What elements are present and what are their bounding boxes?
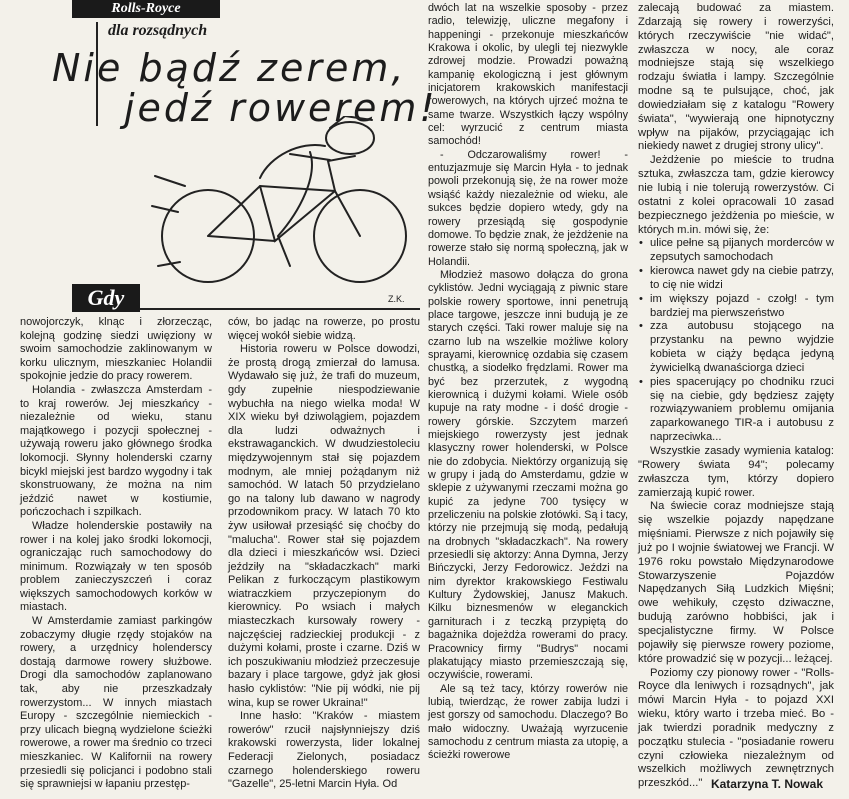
paragraph: Młodzież masowo dołącza do grona cyklistów. Jedni wyciągają z piwnic stare polskie rowery sportowe, inni penetrują place targowe, jeszcze inni budują je ze starych części. Taki rower maluje się na czarno lub na wszelkie możliwe kolory sprayami, kierownicę ozdabia się czasem chustką, a siodełko frędzlami. Rower ma być bez przerzutek, z wygodną kierownicą i dużymi kołami. Wiele osób kupuje na raty modne - i dość drogie - rowery górskie. Szczytem marzeń miejskiego rowerzysty jest jednak klasyczny rower holenderski, w Polsce nie do zdobycia. Niektórzy organizują się w grupy i jadą do Amsterdamu, gdzie w sklepie z używanymi rzeczami można go kupić za jedyne 700 tysięcy w przeliczeniu na polskie złotówki. Są i tacy, którzy nie przejmują się modą, pedałują na drobnych "składaczkach". Na rowery przesiedli się aktorzy: Anna Dymna, Jerzy Bińczycki, Jerzy Fedorowicz. Jeździ na nim dyrektor krakowskiego Festiwalu Kultury Żydowskiej, Janusz Makuch. Kilku biznesmenów w eleganckich garniturach i z teczką przypiętą do bagażnika dojeżdża rowerami do pracy. Pracownicy firmy "Budrys" nocami plakatujący miasto przemieszczają się, oczywiście, rowerami. [428,268,628,682]
rules-list [638,237,834,445]
kicker-label: Rolls-Royce [72,0,220,18]
cyclist-illustration [150,116,420,311]
paragraph: - Odczarowaliśmy rower! - entuzjazmuje się Marcin Hyła - to jednak powoli przekonują się, że na rower może wsiąść każdy niezależnie od wieku, ale sukces będzie dopiero wtedy, gdy na rowery przesiądą się gospodynie domowe. To będzie znak, że jeżdżenie na rowerze stało się normą społeczną, jak w Holandii. [428,148,628,268]
section-label: Gdy [72,284,140,312]
paragraph: Holandia - zwłaszcza Amsterdam - to kraj rowerów. Jej mieszkańcy - niezależnie od wieku, stanu majątkowego i pozycji społecznej - używają roweru jako głównego środka lokomocji. Słynny holenderski czarny bicykl miejski jest bardzo wygodny i tak skonstruowany, że można na nim jeździć nawet w kostiumie, pończochach i szpilkach. [20,383,212,519]
subtitle: dla rozsądnych [108,22,208,39]
headline-line-1: Nie bądź zerem, [52,46,407,90]
speed-lines [152,176,185,266]
paragraph: Historia roweru w Polsce dowodzi, że prostą drogą zmierzał do lamusa. Wydawało się już, że trafi do muzeum, gdy zupełnie niespodziewanie wybuchła na niego wielka moda! W XIX wieku był dziwolągiem, pojazdem dla ludzi odważnych i ekstrawaganckich. W dwudziestoleciu międzywojennym stał się pojazdem modnym, ale mniej pożądanym niż samochód. W latach 50 przydzielano go na talony lub dawano w nagrody przodownikom pracy. W latach 70 kto żyw usiłował przesiąść się choćby do "malucha". Rower stał się pojazdem dla dzieci i mieszkańców wsi. Dzieci jeździły na "składaczkach" marki Pelikan z furkoczącym plastikowym wiatraczkiem przyczepionym do kierownicy. Po wsiach i małych miasteczkach kursowały rowery - najczęściej radzieckiej produkcji - z dużymi kołami, proste i czarne. Dziś w ich poszukiwaniu młodzież przeczesuje bazary i place targowe, gdyż jak głosi hasło cyklistów: "Nie pij wódki, nie pij wina, kup se rower Ukraina!" [228,343,420,709]
paragraph: Poziomy czy pionowy rower - "Rolls-Royce dla leniwych i rozsądnych", jak mówi Marcin Hyła - to pojazd XXI wieku, który warto i trzeba mieć. Bo - jak twierdzi poradnik medyczny z początku stulecia - "posiadanie roweru czyni człowieka niezależnym od wszelkich możliwych zewnętrznych przeszkód..." [638,666,834,790]
paragraph: Ale są też tacy, którzy rowerów nie lubią, twierdząc, że rower zabija ludzi i jest gorszy od samochodu. Dlaczego? Bo mało widoczny. Uważają wyrzucenie samochodu z centrum miasta za utopię, a ścieżki rowerowe [428,682,628,762]
list-item: • zza autobusu stojącego na przystanku na pewno wyjdzie kobieta w ciąży będąca jedyną żywicielką dwanaściorga dzieci [650,320,834,375]
illustration-signature: Z.K. [388,294,405,304]
paragraph: zalecają budować za miastem. Zdarzają się rowery i rowerzyści, których rzeczywiście "nie widać", zwłaszcza w nocy, ale coraz modniejsze stają się wszelkiego rodzaju światła i lampy. Szczególnie modne są te pulsujące, choć, jak dowiedziałam się z katalogu "Rowery świata", "wywierają one hipnotyczny wpływ na pijaków, przyciągając ich niekiedy nawet z drugiej strony ulicy". [638,2,834,153]
bike-frame [208,186,360,241]
rider-head [326,122,374,154]
list-item: • kierowca nawet gdy na ciebie patrzy, to cię nie widzi [650,265,834,293]
column-1 [20,316,212,792]
paragraph: Wszystkie zasady wymienia katalog: "Rowery świata 94"; polecamy zwłaszcza tym, którzy dopiero zamierzają kupić rower. [638,445,834,499]
headline-line-2: jedź rowerem! [124,86,438,130]
paragraph: W Amsterdamie zamiast parkingów zobaczymy długie rzędy stojaków na rowery, a urzędnicy holenderscy dostają darmowe rowery służbowe. Drogi dla samochodów zaplanowano tak, aby nie przeszkadzały rowerzystom... W innych miastach Europy - szczególnie niemieckich - przy ulicach biegną wydzielone ścieżki rowerowe, a rower ma średnio co trzeci mieszkaniec. W Kalifornii na rowery przesiedli się policjanci i podobno stali się sprawniejsi w łapaniu przestęp- [20,615,212,791]
list-item: • pies spacerujący po chodniku rzuci się na ciebie, gdy będziesz zajęty rozwiązywaniem problemu omijania zaparkowanego TIR-a i autobusu z naprzeciwka... [650,376,834,445]
list-item: • ulice pełne są pijanych morderców w zepsutych samochodach [650,237,834,265]
paragraph: Władze holenderskie postawiły na rower i na kolej jako środki lokomocji, ograniczając ruch samochodowy do minimum. Rozwiązały w ten sposób problem zanieczyszczeń i coraz większych samochodowych korków w miastach. [20,519,212,614]
list-item: • im większy pojazd - czołg! - tym bardziej ma pierwszeństwo [650,293,834,321]
paragraph: nowojorczyk, klnąc i złorzecząc, kolejną godzinę siedzi uwięziony w swoim samochodzie zaklinowanym w korku ulicznym, mieszkaniec Holandii spokojnie jedzie do pracy rowerem. [20,316,212,383]
rider-body [260,145,330,266]
column-4 [638,2,834,791]
paragraph: ców, bo jadąc na rowerze, po prostu więcej wokół siebie widzą. [228,316,420,342]
author-byline: Katarzyna T. Nowak [710,777,823,791]
paragraph: Na świecie coraz modniejsze stają się wszelkie pojazdy napędzane mięśniami. Pierwsze z nich pojawiły się już po I wojnie światowej we Francji. W 1976 roku powstało Międzynarodowe Stowarzyszenie Pojazdów Napędzanych Siłą Ludzkich Mięśni; owe wehikuły, często dziwaczne, budują zarówno hobbiści, jak i specjalistyczne firmy. W Polsce pojawiły się pierwsze rowery poziome, które prowadzić się w pozycji... leżącej. [638,500,834,665]
paragraph: dwóch lat na wszelkie sposoby - przez radio, telewizję, uliczne megafony i happeningi - przekonuje mieszkańców Krakowa i okolic, by ulegli tej niezwykle zdrowej modzie. Prowadzi poważną kampanię ekologiczną i jest głównym inicjatorem krakowskich manifestacji rowerowych, na których ujrzeć można te same twarze. Wszystkich łączy wspólny cel: wyrzucić z centrum miasta samochód! [428,2,628,148]
column-2 [228,316,420,792]
handlebar [328,156,355,191]
paragraph: Jeżdżenie po mieście to trudna sztuka, zwłaszcza tam, gdzie kierowcy nie lubią i nie tolerują rowerzystów. Ci ostatni z kolei opracowali 10 zasad bezpiecznego jeżdżenia po mieście, w których m.in. mówi się, że: [638,154,834,236]
column-3 [428,2,628,763]
paragraph: Inne hasło: "Kraków - miastem rowerów" rzucił najsłynniejszy dziś krakowski rowerzysta, lider lokalnej Federacji Zielonych, posiadacz czarnego holenderskiego roweru "Gazelle", 25-letni Marcin Hyła. Od [228,710,420,791]
section-rule [140,308,420,310]
